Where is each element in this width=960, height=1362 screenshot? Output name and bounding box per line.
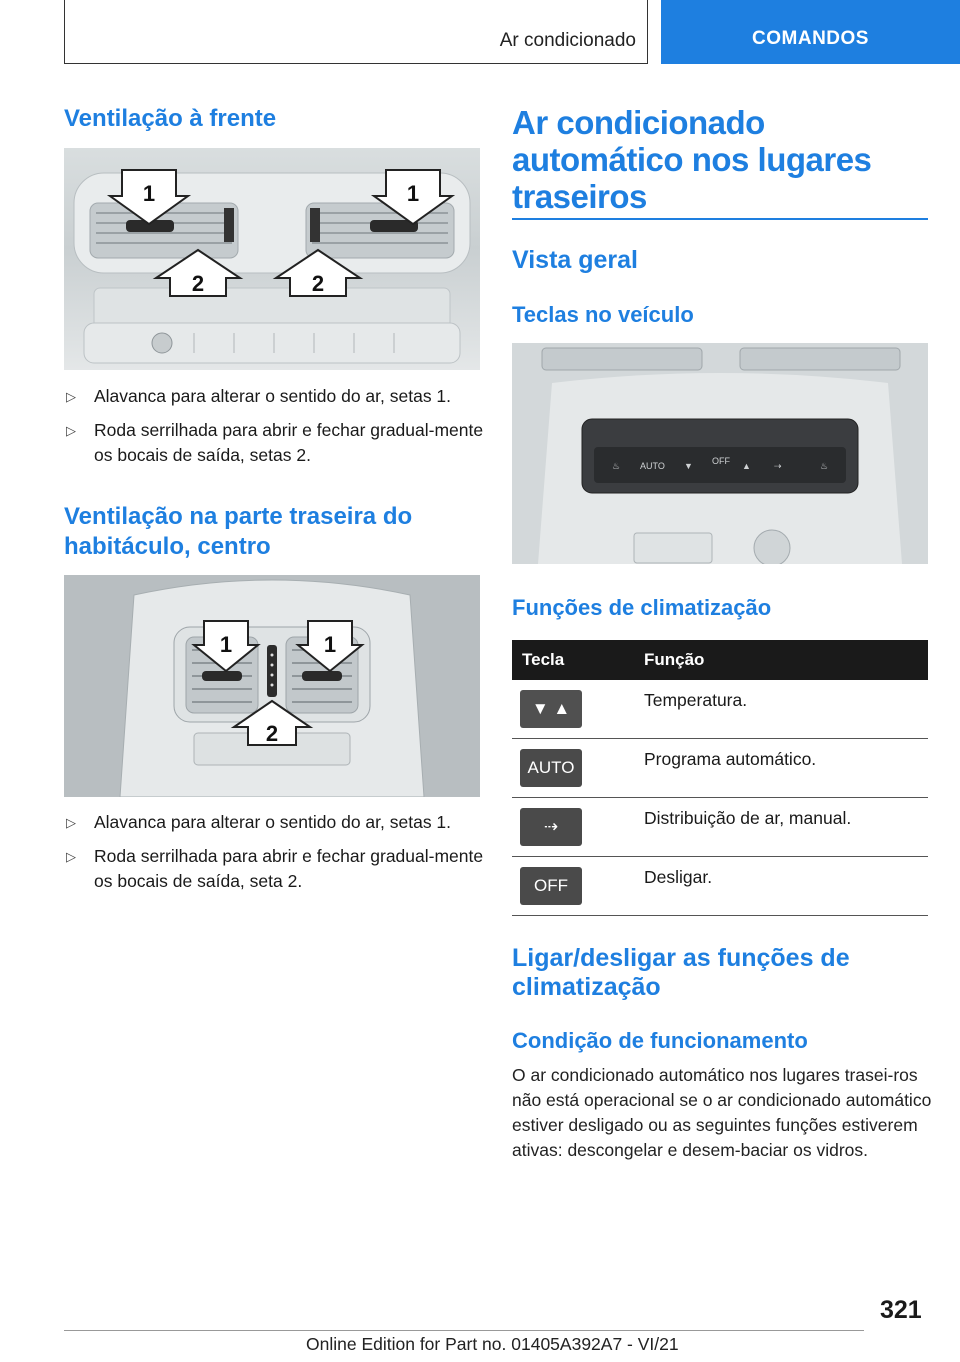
functions-table xyxy=(512,640,928,916)
rear-vents-list xyxy=(64,810,484,903)
footer-edition: Online Edition for Part no. 01405A392A7 - VI/21 xyxy=(306,1334,679,1354)
triangle-right-icon: ▷ xyxy=(66,849,76,864)
function-text: Temperatura. xyxy=(644,690,748,710)
section-tab: COMANDOS xyxy=(661,0,960,64)
svg-text:▲: ▲ xyxy=(742,461,751,471)
temperature-arrows-icon: ▼ ▲ xyxy=(520,690,582,728)
callout-1-left: 1 xyxy=(219,632,233,657)
subtitle-keys: Teclas no veículo xyxy=(512,302,694,327)
table-row xyxy=(512,857,928,916)
callout-1-left: 1 xyxy=(142,181,156,206)
rear-panel-illustration xyxy=(512,343,928,564)
list-item: ▷ Alavanca para alterar o sentido do ar, setas 1. xyxy=(64,810,484,835)
svg-text:▼: ▼ xyxy=(684,461,693,471)
triangle-right-icon: ▷ xyxy=(66,423,76,438)
condition-paragraph: O ar condicionado automático nos lugares trasei-ros não está operacional se o ar condicionado automático estiver desligado ou as seguintes funções estiverem ativas: descongelar e desem-baciar os vidros. xyxy=(512,1065,932,1160)
chapter-title: Ar condicionado xyxy=(499,30,636,51)
svg-text:♨: ♨ xyxy=(612,461,621,471)
panel-auto-label: AUTO xyxy=(640,461,665,471)
header-function: Função xyxy=(644,650,705,669)
list-item: ▷ Alavanca para alterar o sentido do ar, setas 1. xyxy=(64,384,484,409)
table-row xyxy=(512,680,928,739)
function-text: Distribuição de ar, manual. xyxy=(644,808,852,828)
auto-key-icon: AUTO xyxy=(520,749,582,787)
subtitle-condition: Condição de funcionamento xyxy=(512,1028,808,1053)
front-vents-photo xyxy=(64,148,480,370)
front-vents-illustration xyxy=(64,148,480,370)
table-header xyxy=(512,640,928,680)
rear-vents-illustration xyxy=(64,575,480,797)
callout-1-right: 1 xyxy=(406,181,420,206)
header-key: Tecla xyxy=(522,650,565,669)
callout-1-right: 1 xyxy=(323,632,337,657)
svg-text:⇢: ⇢ xyxy=(774,461,782,471)
callout-2-right: 2 xyxy=(311,271,325,296)
table-row xyxy=(512,798,928,857)
callout-2-left: 2 xyxy=(191,271,205,296)
list-item: ▷ Roda serrilhada para abrir e fechar gradual-mente os bocais de saída, seta 2. xyxy=(66,846,484,891)
footer-rule xyxy=(64,1330,864,1331)
section-title-on-off: Ligar/desligar as funções de climatização xyxy=(512,944,850,1001)
section-title-rear-climate: Ar condicionado automático nos lugares traseiros xyxy=(512,104,872,215)
rear-vents-photo xyxy=(64,575,480,797)
subtitle-overview: Vista geral xyxy=(512,246,639,274)
rear-panel-photo xyxy=(512,343,928,564)
title-rule xyxy=(512,218,928,220)
section-title-front-vents: Ventilação à frente xyxy=(64,105,277,132)
triangle-right-icon: ▷ xyxy=(66,815,76,830)
subtitle-functions: Funções de climatização xyxy=(512,595,772,620)
list-item: ▷ Roda serrilhada para abrir e fechar gradual-mente os bocais de saída, setas 2. xyxy=(66,420,484,465)
front-vents-list xyxy=(64,384,484,477)
function-text: Programa automático. xyxy=(644,749,817,769)
page-number: 321 xyxy=(880,1296,922,1324)
section-title-rear-vents: Ventilação na parte traseira do habitáculo, centro xyxy=(64,503,413,560)
off-key-icon: OFF xyxy=(520,867,582,905)
air-distribution-icon: ⇢ xyxy=(520,808,582,846)
panel-off-label: OFF xyxy=(712,456,730,466)
table-row xyxy=(512,739,928,798)
svg-text:♨: ♨ xyxy=(820,461,829,471)
function-text: Desligar. xyxy=(644,867,713,887)
callout-2-center: 2 xyxy=(265,721,279,746)
triangle-right-icon: ▷ xyxy=(66,389,76,404)
